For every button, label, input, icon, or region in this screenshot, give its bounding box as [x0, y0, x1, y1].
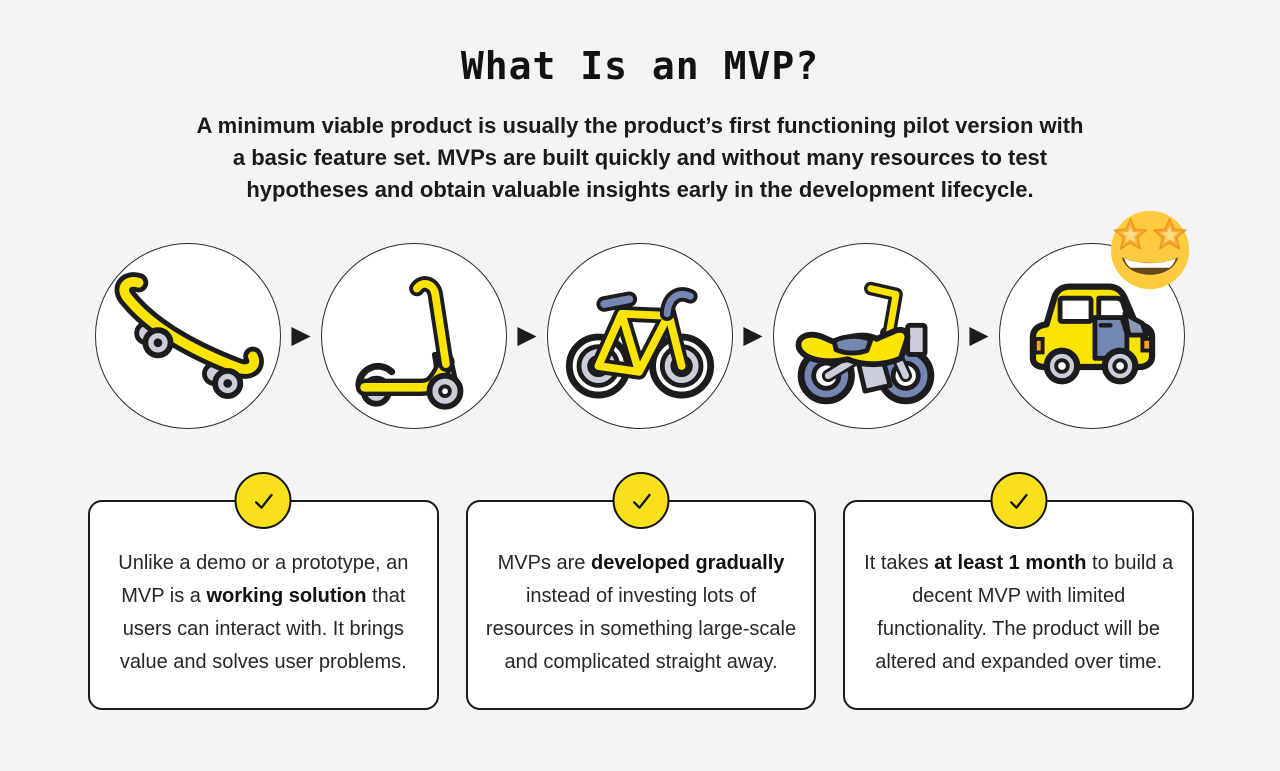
info-card-timeline: [843, 500, 1194, 710]
arrow-right-icon: ▶: [969, 320, 989, 349]
check-badge: [613, 472, 670, 529]
stage-circle-motorcycle: [773, 243, 959, 429]
card-text: It takes at least 1 month to build a decent MVP with limited functionality. The product will be altered and expanded over time.: [864, 552, 1174, 673]
stage-circle-skateboard: [95, 243, 281, 429]
motorcycle-icon: [774, 244, 958, 428]
check-badge: [235, 472, 292, 529]
card-text: Unlike a demo or a prototype, an MVP is a working solution that users can interact with. It brings value and solves user problems.: [118, 552, 409, 673]
arrow-right-icon: ▶: [517, 320, 537, 349]
info-card-working-solution: [88, 500, 439, 710]
evolution-row: [0, 243, 1280, 429]
arrow-right-icon: ▶: [743, 320, 763, 349]
check-icon: [1003, 485, 1035, 517]
stage-circle-bicycle: [547, 243, 733, 429]
card-text: MVPs are developed gradually instead of investing lots of resources in something large-scale and complicated straight away.: [485, 552, 797, 673]
stage-circle-car: [999, 243, 1185, 429]
page-subtitle: A minimum viable product is usually the product’s first functioning pilot version with a basic feature set. MVPs are built quickly and without many resources to test hypotheses and obtain valuable insights early in the development lifecycle.: [196, 113, 1084, 202]
check-badge: [990, 472, 1047, 529]
stage-circle-scooter: [321, 243, 507, 429]
info-cards-row: [88, 472, 1194, 710]
arrow-right-icon: ▶: [291, 320, 311, 349]
page-title: What Is an MVP?: [460, 44, 820, 88]
scooter-icon: [322, 244, 506, 428]
check-icon: [625, 485, 657, 517]
skateboard-icon: [96, 244, 280, 428]
info-card-developed-gradually: [466, 500, 817, 710]
bicycle-icon: [548, 244, 732, 428]
star-struck-emoji: [1106, 206, 1194, 294]
check-icon: [247, 485, 279, 517]
